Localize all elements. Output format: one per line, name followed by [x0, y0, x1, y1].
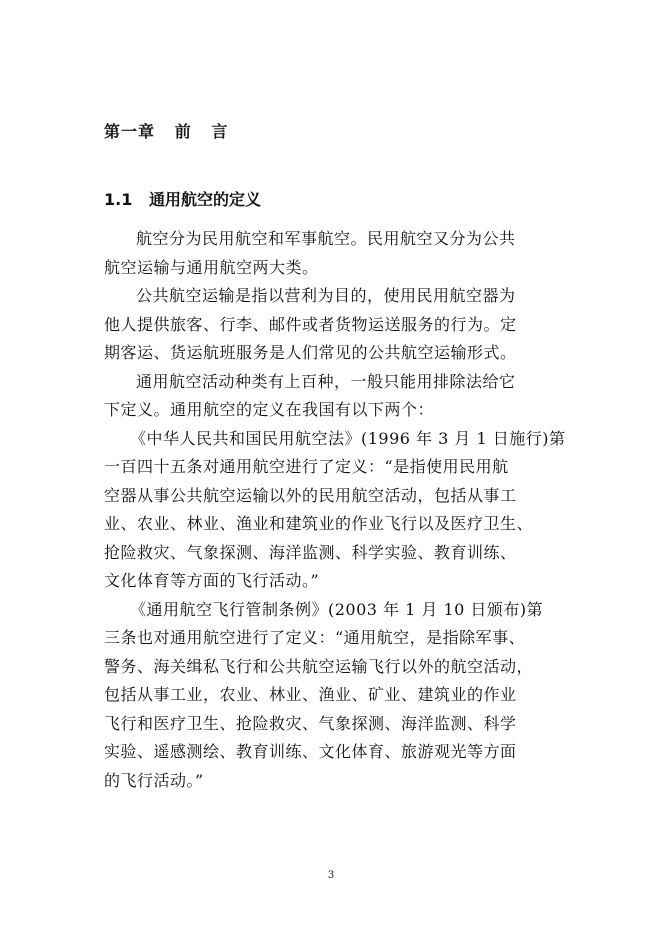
paragraph-line: 实验、遥感测绘、教育训练、文化体育、旅游观光等方面: [104, 742, 517, 761]
paragraph-line: 《通用航空飞行管制条例》(2003 年 1 月 10 日颁布)第: [130, 599, 544, 619]
paragraph-line: 飞行和医疗卫生、抢险救灾、气象探测、海洋监测、科学: [104, 713, 517, 733]
paragraph-line: 航空运输与通用航空两大类。: [104, 257, 319, 277]
paragraph-line: 航空分为民用航空和军事航空。民用航空又分为公共: [136, 229, 516, 248]
paragraph-line: 抢险救灾、气象探测、海洋监测、科学实验、教育训练、: [104, 542, 517, 562]
paragraph-line: 警务、海关缉私飞行和公共航空运输飞行以外的航空活动，: [104, 656, 534, 676]
paragraph-line: 期客运、货运航班服务是人们常见的公共航空运输形式。: [104, 343, 517, 362]
paragraph-line: 一百四十五条对通用航空进行了定义：“是指使用民用航: [104, 457, 509, 476]
paragraph-line: 三条也对通用航空进行了定义：“通用航空，是指除军事、: [104, 628, 526, 647]
paragraph-line: 业、农业、林业、渔业和建筑业的作业飞行以及医疗卫生、: [104, 514, 534, 533]
paragraph-line: 他人提供旅客、行李、邮件或者货物运送服务的行为。定: [104, 314, 517, 334]
paragraph-line: 《中华人民共和国民用航空法》(1996 年 3 月 1 日施行)第: [130, 428, 566, 448]
paragraph-line: 空器从事公共航空运输以外的民用航空活动，包括从事工: [104, 485, 517, 505]
body-text: [104, 225, 574, 795]
paragraph-line: 的飞行活动。”: [104, 770, 204, 790]
chapter-title: 第一章 前 言: [104, 122, 229, 141]
paragraph-line: 公共航空运输是指以营利为目的，使用民用航空器为: [136, 286, 516, 305]
paragraph-line: 文化体育等方面的飞行活动。”: [104, 571, 320, 590]
paragraph-line: 包括从事工业，农业、林业、渔业、矿业、建筑业的作业: [104, 685, 517, 704]
paragraph-line: 下定义。通用航空的定义在我国有以下两个：: [104, 400, 435, 419]
page-number: 3: [327, 870, 335, 881]
section-title: 1.1 通用航空的定义: [104, 190, 262, 209]
paragraph-line: 通用航空活动种类有上百种，一般只能用排除法给它: [136, 371, 516, 391]
